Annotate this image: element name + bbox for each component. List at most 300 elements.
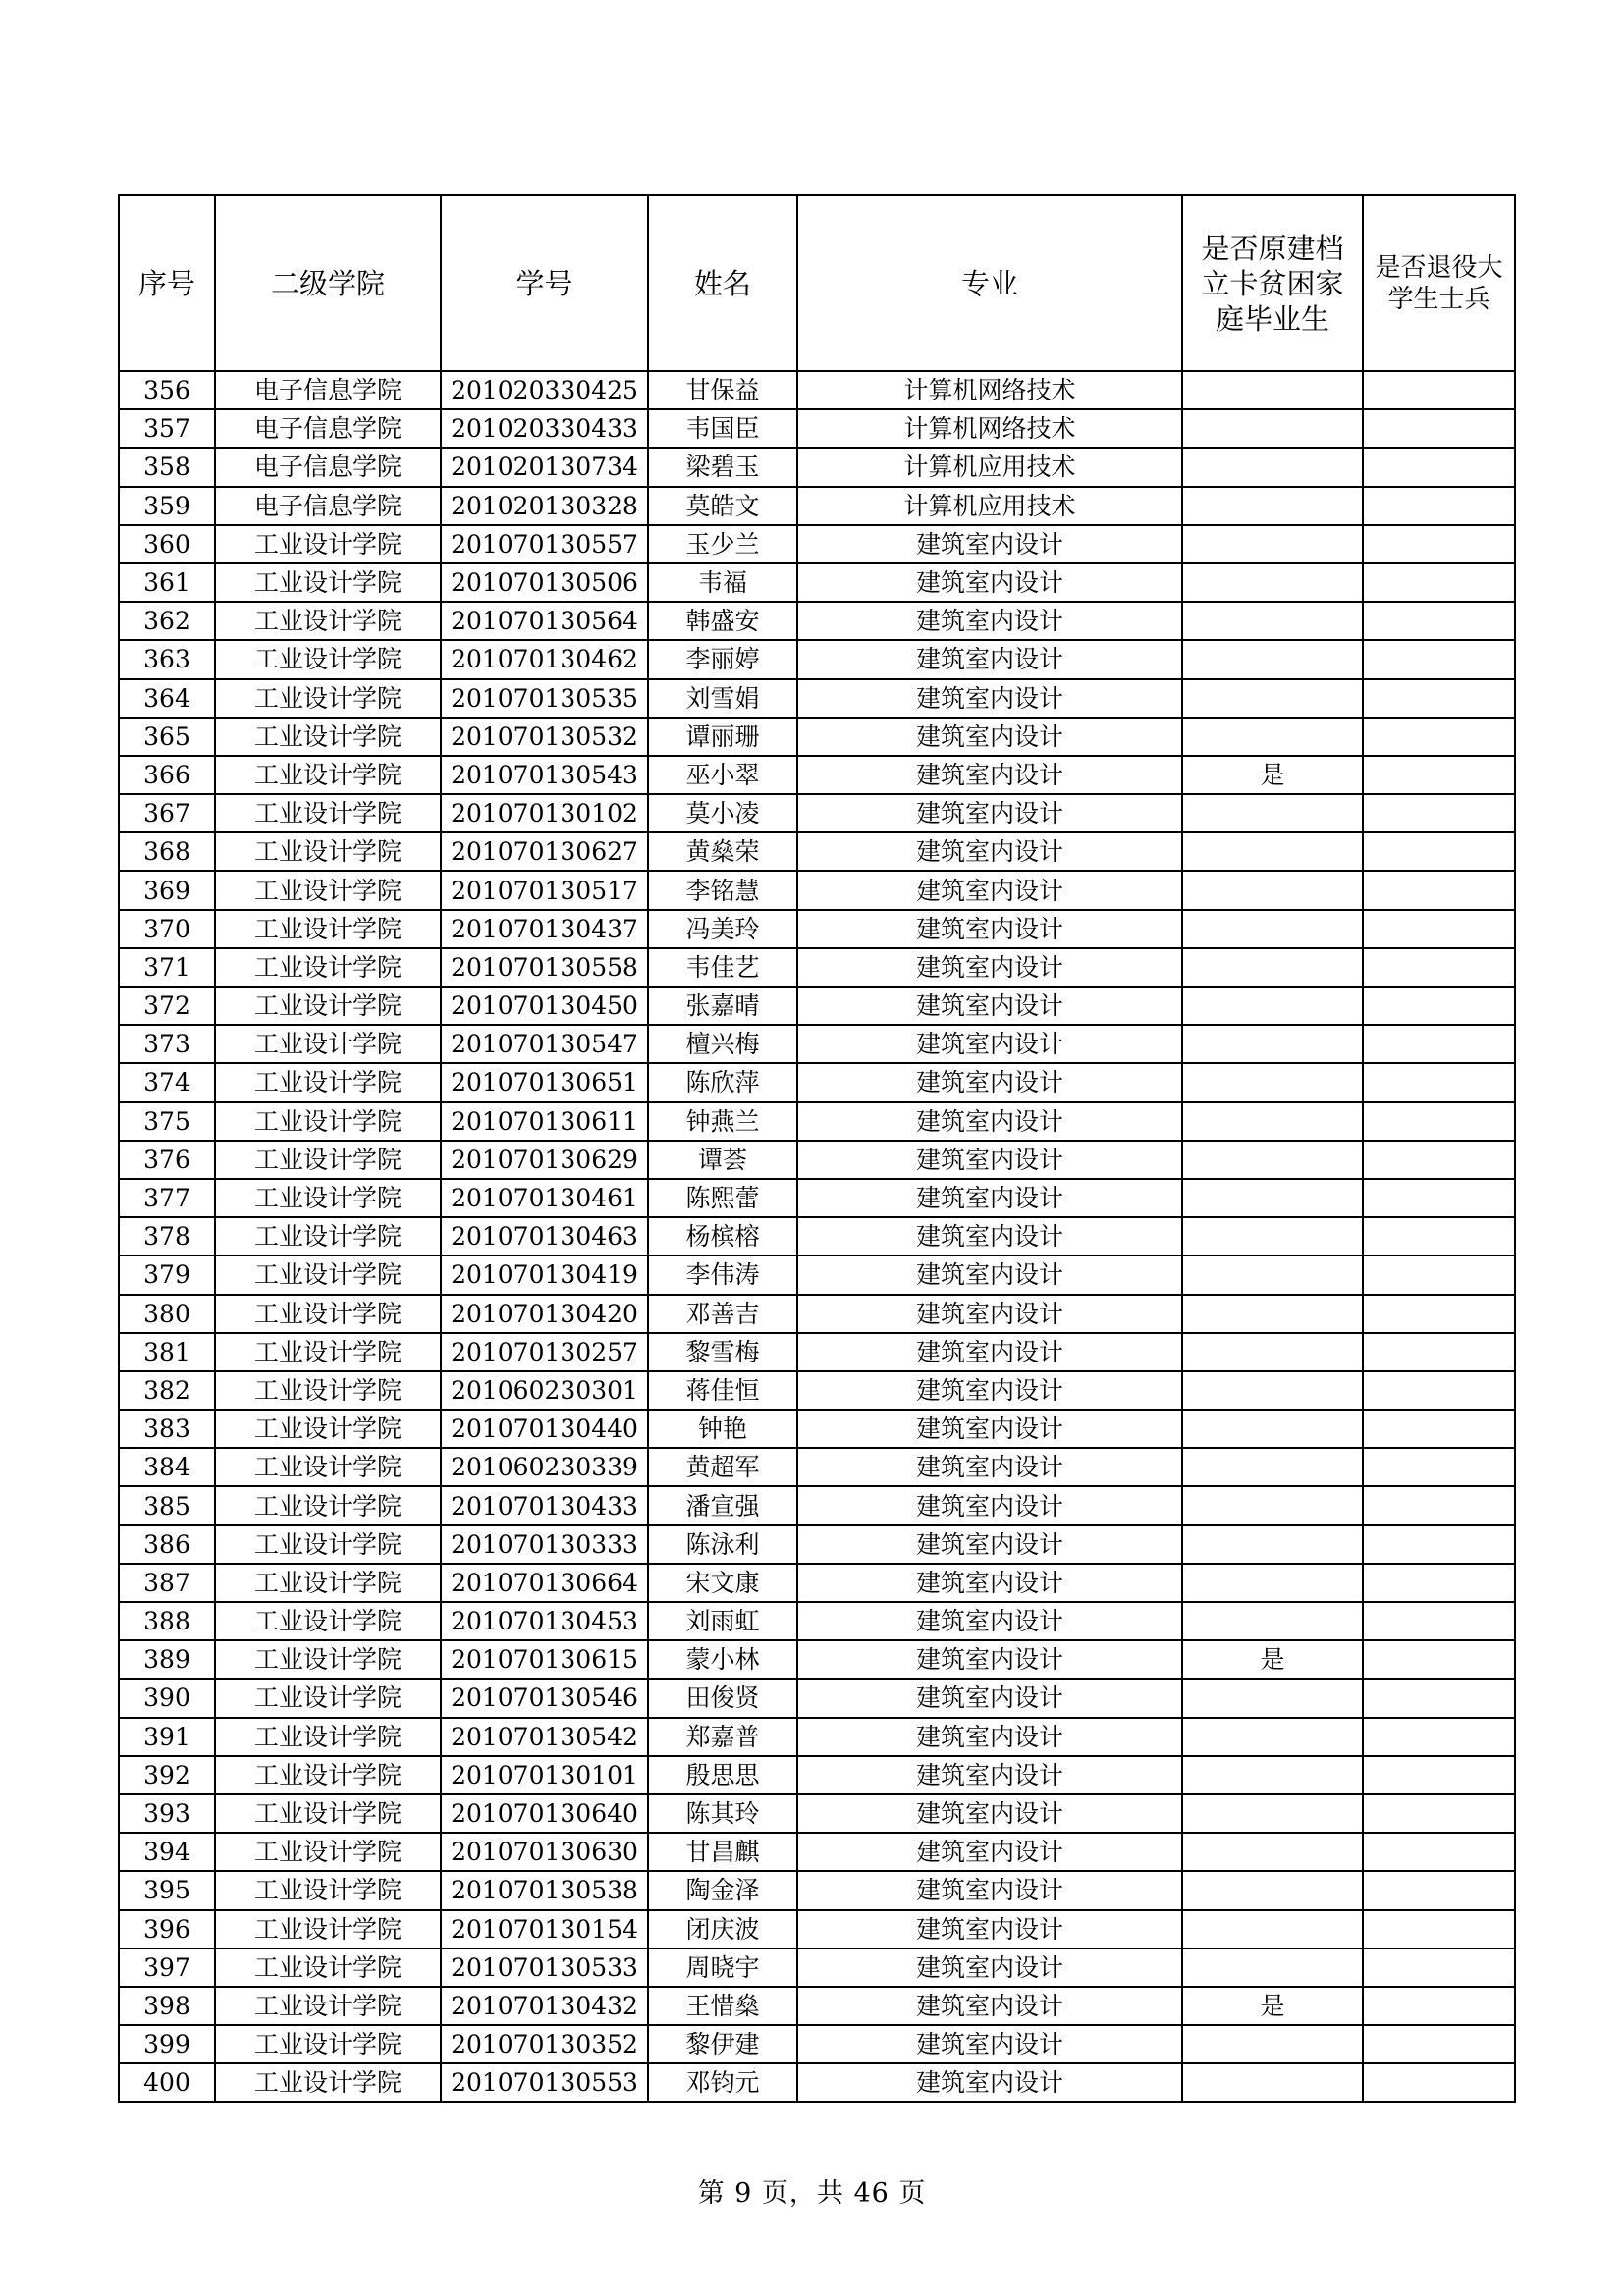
cell-name: 檀兴梅 (648, 1025, 797, 1063)
cell-name: 冯美玲 (648, 910, 797, 948)
cell-student-id: 201070130463 (441, 1217, 648, 1255)
table-row (119, 756, 1515, 794)
cell-seq: 387 (119, 1564, 215, 1602)
cell-student-id: 201070130419 (441, 1255, 648, 1294)
cell-major: 建筑室内设计 (797, 1525, 1182, 1564)
table-row (119, 1871, 1515, 1909)
cell-veteran (1363, 718, 1515, 756)
cell-college: 工业设计学院 (215, 1179, 441, 1217)
cell-poor-family (1182, 1333, 1363, 1371)
cell-student-id: 201070130538 (441, 1871, 648, 1909)
cell-veteran (1363, 832, 1515, 871)
cell-name: 潘宣强 (648, 1486, 797, 1524)
cell-college: 电子信息学院 (215, 409, 441, 448)
cell-name: 陈欣萍 (648, 1063, 797, 1101)
cell-name: 闭庆波 (648, 1910, 797, 1949)
cell-student-id: 201070130611 (441, 1102, 648, 1141)
table-row (119, 1448, 1515, 1486)
cell-veteran (1363, 871, 1515, 909)
cell-veteran (1363, 1640, 1515, 1679)
cell-poor-family (1182, 1949, 1363, 1987)
cell-seq: 396 (119, 1910, 215, 1949)
cell-poor-family (1182, 679, 1363, 718)
cell-student-id: 201020130328 (441, 487, 648, 525)
table-row (119, 1410, 1515, 1448)
cell-major: 计算机应用技术 (797, 487, 1182, 525)
student-list-table (118, 194, 1516, 2103)
cell-student-id: 201070130420 (441, 1295, 648, 1333)
cell-name: 宋文康 (648, 1564, 797, 1602)
cell-college: 工业设计学院 (215, 1756, 441, 1794)
cell-student-id: 201070130553 (441, 2063, 648, 2102)
cell-name: 甘保益 (648, 371, 797, 409)
cell-seq: 392 (119, 1756, 215, 1794)
cell-seq: 386 (119, 1525, 215, 1564)
table-row (119, 1718, 1515, 1756)
cell-student-id: 201070130453 (441, 1602, 648, 1640)
table-row (119, 1679, 1515, 1717)
cell-seq: 400 (119, 2063, 215, 2102)
cell-student-id: 201070130461 (441, 1179, 648, 1217)
cell-major: 建筑室内设计 (797, 1640, 1182, 1679)
cell-seq: 398 (119, 1987, 215, 2025)
table-row (119, 563, 1515, 602)
cell-college: 工业设计学院 (215, 1987, 441, 2025)
table-row (119, 910, 1515, 948)
cell-poor-family (1182, 1679, 1363, 1717)
header-college: 二级学院 (215, 195, 441, 371)
cell-student-id: 201070130433 (441, 1486, 648, 1524)
cell-veteran (1363, 1102, 1515, 1141)
cell-name: 郑嘉普 (648, 1718, 797, 1756)
cell-name: 黄超军 (648, 1448, 797, 1486)
table-row (119, 794, 1515, 832)
cell-name: 张嘉晴 (648, 987, 797, 1025)
cell-major: 建筑室内设计 (797, 832, 1182, 871)
cell-name: 蒙小林 (648, 1640, 797, 1679)
cell-student-id: 201070130101 (441, 1756, 648, 1794)
cell-poor-family (1182, 1448, 1363, 1486)
cell-seq: 389 (119, 1640, 215, 1679)
cell-seq: 375 (119, 1102, 215, 1141)
cell-veteran (1363, 1025, 1515, 1063)
header-poor-family: 是否原建档立卡贫困家庭毕业生 (1182, 195, 1363, 371)
cell-name: 黎伊建 (648, 2025, 797, 2063)
cell-major: 建筑室内设计 (797, 1871, 1182, 1909)
cell-college: 工业设计学院 (215, 1255, 441, 1294)
cell-name: 甘昌麒 (648, 1833, 797, 1871)
cell-veteran (1363, 1410, 1515, 1448)
cell-seq: 378 (119, 1217, 215, 1255)
cell-student-id: 201070130542 (441, 1718, 648, 1756)
cell-name: 黄燊荣 (648, 832, 797, 871)
cell-name: 韦佳艺 (648, 948, 797, 987)
cell-college: 工业设计学院 (215, 1602, 441, 1640)
cell-student-id: 201020330433 (441, 409, 648, 448)
table-row (119, 487, 1515, 525)
cell-poor-family (1182, 409, 1363, 448)
cell-major: 建筑室内设计 (797, 910, 1182, 948)
cell-veteran (1363, 371, 1515, 409)
table-row (119, 1063, 1515, 1101)
cell-college: 电子信息学院 (215, 448, 441, 486)
cell-major: 建筑室内设计 (797, 1295, 1182, 1333)
cell-student-id: 201020330425 (441, 371, 648, 409)
cell-veteran (1363, 2025, 1515, 2063)
cell-name: 钟艳 (648, 1410, 797, 1448)
cell-major: 建筑室内设计 (797, 1602, 1182, 1640)
cell-college: 工业设计学院 (215, 948, 441, 987)
cell-student-id: 201070130547 (441, 1025, 648, 1063)
cell-veteran (1363, 1949, 1515, 1987)
cell-poor-family (1182, 640, 1363, 678)
table-row (119, 1756, 1515, 1794)
cell-poor-family (1182, 1255, 1363, 1294)
cell-major: 建筑室内设计 (797, 640, 1182, 678)
cell-veteran (1363, 1679, 1515, 1717)
cell-veteran (1363, 910, 1515, 948)
cell-seq: 367 (119, 794, 215, 832)
cell-veteran (1363, 756, 1515, 794)
cell-veteran (1363, 1833, 1515, 1871)
cell-student-id: 201070130532 (441, 718, 648, 756)
cell-poor-family (1182, 1910, 1363, 1949)
cell-college: 电子信息学院 (215, 371, 441, 409)
cell-name: 莫小凌 (648, 794, 797, 832)
table-row (119, 2025, 1515, 2063)
cell-name: 陈其玲 (648, 1794, 797, 1833)
cell-poor-family (1182, 1564, 1363, 1602)
cell-student-id: 201070130630 (441, 1833, 648, 1871)
table-row (119, 1371, 1515, 1410)
cell-seq: 371 (119, 948, 215, 987)
cell-major: 计算机应用技术 (797, 448, 1182, 486)
cell-seq: 369 (119, 871, 215, 909)
cell-major: 建筑室内设计 (797, 2025, 1182, 2063)
cell-name: 韦国臣 (648, 409, 797, 448)
cell-college: 工业设计学院 (215, 1102, 441, 1141)
cell-college: 工业设计学院 (215, 1564, 441, 1602)
cell-seq: 382 (119, 1371, 215, 1410)
cell-veteran (1363, 948, 1515, 987)
header-seq: 序号 (119, 195, 215, 371)
cell-veteran (1363, 1333, 1515, 1371)
cell-veteran (1363, 1756, 1515, 1794)
cell-student-id: 201070130664 (441, 1564, 648, 1602)
cell-poor-family (1182, 1833, 1363, 1871)
cell-seq: 391 (119, 1718, 215, 1756)
cell-major: 建筑室内设计 (797, 987, 1182, 1025)
header-name: 姓名 (648, 195, 797, 371)
cell-poor-family (1182, 2025, 1363, 2063)
table-row (119, 1217, 1515, 1255)
cell-veteran (1363, 1987, 1515, 2025)
table-row (119, 448, 1515, 486)
cell-name: 殷思思 (648, 1756, 797, 1794)
cell-poor-family (1182, 1371, 1363, 1410)
table-row (119, 1179, 1515, 1217)
cell-college: 工业设计学院 (215, 1718, 441, 1756)
cell-student-id: 201060230301 (441, 1371, 648, 1410)
cell-name: 田俊贤 (648, 1679, 797, 1717)
cell-veteran (1363, 602, 1515, 640)
cell-veteran (1363, 1525, 1515, 1564)
cell-veteran (1363, 409, 1515, 448)
cell-seq: 376 (119, 1141, 215, 1179)
table-row (119, 679, 1515, 718)
cell-college: 工业设计学院 (215, 1448, 441, 1486)
cell-seq: 399 (119, 2025, 215, 2063)
cell-college: 工业设计学院 (215, 1295, 441, 1333)
cell-name: 钟燕兰 (648, 1102, 797, 1141)
cell-poor-family (1182, 1217, 1363, 1255)
header-student-id: 学号 (441, 195, 648, 371)
cell-college: 工业设计学院 (215, 1833, 441, 1871)
cell-veteran (1363, 525, 1515, 563)
cell-major: 建筑室内设计 (797, 1910, 1182, 1949)
cell-major: 建筑室内设计 (797, 1410, 1182, 1448)
cell-major: 建筑室内设计 (797, 1794, 1182, 1833)
cell-seq: 373 (119, 1025, 215, 1063)
cell-poor-family (1182, 563, 1363, 602)
cell-seq: 377 (119, 1179, 215, 1217)
cell-college: 工业设计学院 (215, 1410, 441, 1448)
cell-seq: 393 (119, 1794, 215, 1833)
cell-veteran (1363, 640, 1515, 678)
cell-veteran (1363, 1602, 1515, 1640)
table-row (119, 1602, 1515, 1640)
table-row (119, 987, 1515, 1025)
cell-college: 工业设计学院 (215, 1949, 441, 1987)
cell-seq: 360 (119, 525, 215, 563)
cell-name: 陈泳利 (648, 1525, 797, 1564)
cell-veteran (1363, 1255, 1515, 1294)
cell-veteran (1363, 1448, 1515, 1486)
cell-college: 工业设计学院 (215, 1871, 441, 1909)
cell-college: 工业设计学院 (215, 1640, 441, 1679)
cell-seq: 381 (119, 1333, 215, 1371)
cell-name: 莫皓文 (648, 487, 797, 525)
cell-student-id: 201070130432 (441, 1987, 648, 2025)
cell-poor-family (1182, 602, 1363, 640)
table-row (119, 1794, 1515, 1833)
cell-seq: 361 (119, 563, 215, 602)
cell-student-id: 201020130734 (441, 448, 648, 486)
cell-poor-family (1182, 910, 1363, 948)
cell-seq: 357 (119, 409, 215, 448)
cell-student-id: 201070130615 (441, 1640, 648, 1679)
cell-student-id: 201070130352 (441, 2025, 648, 2063)
cell-veteran (1363, 1295, 1515, 1333)
cell-student-id: 201070130564 (441, 602, 648, 640)
cell-major: 建筑室内设计 (797, 563, 1182, 602)
cell-veteran (1363, 679, 1515, 718)
cell-poor-family (1182, 1871, 1363, 1909)
cell-major: 建筑室内设计 (797, 794, 1182, 832)
cell-veteran (1363, 1063, 1515, 1101)
cell-poor-family (1182, 1295, 1363, 1333)
cell-college: 工业设计学院 (215, 525, 441, 563)
cell-name: 梁碧玉 (648, 448, 797, 486)
cell-major: 建筑室内设计 (797, 1102, 1182, 1141)
cell-major: 建筑室内设计 (797, 1756, 1182, 1794)
cell-veteran (1363, 1871, 1515, 1909)
cell-seq: 380 (119, 1295, 215, 1333)
cell-student-id: 201070130102 (441, 794, 648, 832)
cell-student-id: 201070130437 (441, 910, 648, 948)
cell-poor-family (1182, 487, 1363, 525)
cell-poor-family (1182, 1794, 1363, 1833)
cell-college: 工业设计学院 (215, 1025, 441, 1063)
table-row (119, 640, 1515, 678)
header-major: 专业 (797, 195, 1182, 371)
cell-college: 工业设计学院 (215, 1141, 441, 1179)
cell-student-id: 201070130627 (441, 832, 648, 871)
cell-major: 建筑室内设计 (797, 1141, 1182, 1179)
cell-name: 邓钧元 (648, 2063, 797, 2102)
cell-seq: 379 (119, 1255, 215, 1294)
cell-veteran (1363, 1486, 1515, 1524)
cell-major: 建筑室内设计 (797, 1718, 1182, 1756)
cell-major: 建筑室内设计 (797, 602, 1182, 640)
cell-veteran (1363, 563, 1515, 602)
cell-student-id: 201070130257 (441, 1333, 648, 1371)
cell-major: 建筑室内设计 (797, 1448, 1182, 1486)
cell-poor-family (1182, 832, 1363, 871)
cell-seq: 366 (119, 756, 215, 794)
cell-major: 建筑室内设计 (797, 1679, 1182, 1717)
cell-name: 黎雪梅 (648, 1333, 797, 1371)
cell-poor-family (1182, 1718, 1363, 1756)
cell-seq: 397 (119, 1949, 215, 1987)
cell-veteran (1363, 1564, 1515, 1602)
table-row (119, 371, 1515, 409)
cell-seq: 394 (119, 1833, 215, 1871)
cell-major: 建筑室内设计 (797, 1333, 1182, 1371)
cell-student-id: 201070130450 (441, 987, 648, 1025)
cell-seq: 365 (119, 718, 215, 756)
cell-poor-family (1182, 448, 1363, 486)
cell-seq: 368 (119, 832, 215, 871)
cell-college: 工业设计学院 (215, 1679, 441, 1717)
cell-veteran (1363, 1910, 1515, 1949)
cell-seq: 372 (119, 987, 215, 1025)
cell-veteran (1363, 1718, 1515, 1756)
cell-student-id: 201070130154 (441, 1910, 648, 1949)
cell-poor-family (1182, 1063, 1363, 1101)
cell-poor-family (1182, 1102, 1363, 1141)
cell-poor-family (1182, 371, 1363, 409)
cell-major: 建筑室内设计 (797, 1371, 1182, 1410)
cell-veteran (1363, 1179, 1515, 1217)
table-row (119, 1833, 1515, 1871)
cell-major: 建筑室内设计 (797, 1987, 1182, 2025)
cell-major: 建筑室内设计 (797, 871, 1182, 909)
cell-poor-family (1182, 718, 1363, 756)
cell-seq: 385 (119, 1486, 215, 1524)
cell-student-id: 201070130651 (441, 1063, 648, 1101)
cell-student-id: 201070130546 (441, 1679, 648, 1717)
cell-veteran (1363, 448, 1515, 486)
cell-student-id: 201070130629 (441, 1141, 648, 1179)
table-row (119, 602, 1515, 640)
table-row (119, 1564, 1515, 1602)
cell-major: 建筑室内设计 (797, 1025, 1182, 1063)
table-row (119, 1255, 1515, 1294)
table-row (119, 1987, 1515, 2025)
table-row (119, 2063, 1515, 2102)
cell-name: 刘雪娟 (648, 679, 797, 718)
page-footer: 第 9 页，共 46 页 (697, 2178, 927, 2209)
cell-college: 工业设计学院 (215, 1333, 441, 1371)
cell-major: 建筑室内设计 (797, 948, 1182, 987)
cell-poor-family (1182, 1025, 1363, 1063)
table-row (119, 1025, 1515, 1063)
table-row (119, 1910, 1515, 1949)
cell-student-id: 201060230339 (441, 1448, 648, 1486)
cell-name: 周晓宇 (648, 1949, 797, 1987)
cell-college: 工业设计学院 (215, 640, 441, 678)
cell-poor-family: 是 (1182, 756, 1363, 794)
cell-college: 工业设计学院 (215, 602, 441, 640)
table-row (119, 948, 1515, 987)
cell-poor-family (1182, 525, 1363, 563)
cell-major: 建筑室内设计 (797, 1063, 1182, 1101)
cell-seq: 364 (119, 679, 215, 718)
table-body (119, 371, 1515, 2102)
cell-college: 工业设计学院 (215, 756, 441, 794)
cell-veteran (1363, 1371, 1515, 1410)
cell-poor-family (1182, 987, 1363, 1025)
cell-college: 工业设计学院 (215, 1794, 441, 1833)
cell-college: 工业设计学院 (215, 987, 441, 1025)
cell-seq: 358 (119, 448, 215, 486)
cell-major: 建筑室内设计 (797, 2063, 1182, 2102)
cell-name: 玉少兰 (648, 525, 797, 563)
cell-college: 工业设计学院 (215, 1525, 441, 1564)
cell-veteran (1363, 794, 1515, 832)
cell-veteran (1363, 2063, 1515, 2102)
cell-seq: 374 (119, 1063, 215, 1101)
cell-college: 工业设计学院 (215, 1371, 441, 1410)
cell-college: 工业设计学院 (215, 2063, 441, 2102)
cell-college: 工业设计学院 (215, 679, 441, 718)
cell-major: 建筑室内设计 (797, 756, 1182, 794)
cell-college: 工业设计学院 (215, 1486, 441, 1524)
cell-student-id: 201070130533 (441, 1949, 648, 1987)
cell-seq: 356 (119, 371, 215, 409)
cell-student-id: 201070130333 (441, 1525, 648, 1564)
cell-poor-family (1182, 2063, 1363, 2102)
cell-name: 谭荟 (648, 1141, 797, 1179)
cell-seq: 388 (119, 1602, 215, 1640)
table-header-row (119, 195, 1515, 371)
cell-name: 刘雨虹 (648, 1602, 797, 1640)
table-row (119, 871, 1515, 909)
cell-college: 工业设计学院 (215, 563, 441, 602)
cell-name: 李伟涛 (648, 1255, 797, 1294)
table-row (119, 1102, 1515, 1141)
cell-name: 陶金泽 (648, 1871, 797, 1909)
cell-college: 工业设计学院 (215, 718, 441, 756)
cell-veteran (1363, 487, 1515, 525)
cell-college: 工业设计学院 (215, 1217, 441, 1255)
cell-name: 韩盛安 (648, 602, 797, 640)
cell-major: 计算机网络技术 (797, 409, 1182, 448)
table-row (119, 1141, 1515, 1179)
cell-student-id: 201070130557 (441, 525, 648, 563)
cell-seq: 370 (119, 910, 215, 948)
